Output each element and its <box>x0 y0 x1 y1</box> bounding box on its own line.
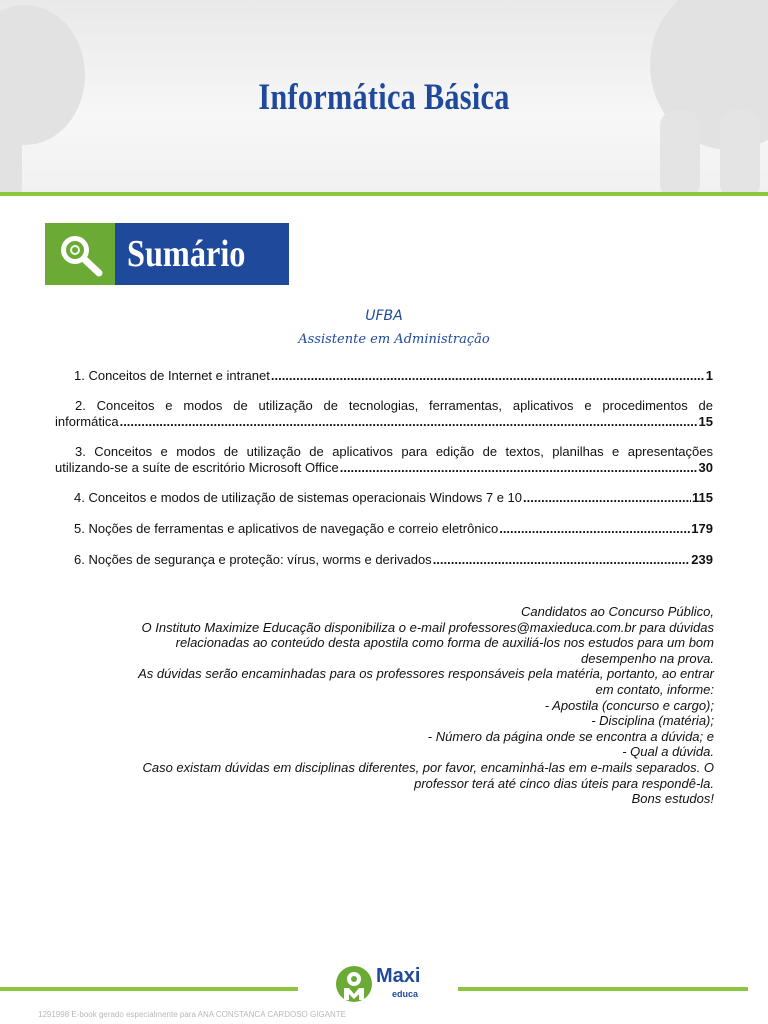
banner-label-text: Sumário <box>127 233 246 275</box>
notice-line: Bons estudos! <box>631 791 714 807</box>
toc-page-number: 179 <box>691 521 713 536</box>
toc-leader <box>499 521 690 537</box>
toc-item-text: 5. Noções de ferramentas e aplicativos de navegação e correio eletrônico <box>74 521 499 536</box>
toc-page-number: 115 <box>692 490 713 505</box>
toc-page-number: 239 <box>691 552 713 567</box>
toc-leader <box>433 552 691 568</box>
notice-line: - Apostila (concurso e cargo); <box>544 697 714 713</box>
toc-page-number: 1 <box>705 368 713 383</box>
logo-mark-icon <box>336 966 372 1002</box>
toc-item-text: 1. Conceitos de Internet e intranet <box>74 368 270 383</box>
notice-line: professor terá até cinco dias úteis para respondê-la. <box>414 775 714 791</box>
notice-line: O Instituto Maximize Educação disponibiliza o e-mail professores@maxieduca.com.br para dúvidas <box>141 619 714 635</box>
toc-item-6 <box>55 552 713 568</box>
banner-label <box>115 223 289 285</box>
toc-leader <box>120 414 698 430</box>
watermark-logo-right-stem <box>660 110 700 192</box>
footer-divider-left <box>0 987 298 991</box>
document-title: Informática Básica <box>258 77 510 118</box>
footer-divider-right <box>458 987 748 991</box>
notice-line: desempenho na prova. <box>581 650 714 666</box>
notice-line: em contato, informe: <box>595 681 714 697</box>
toc-item-text: 4. Conceitos e modos de utilização de sistemas operacionais Windows 7 e 10 <box>74 490 523 505</box>
magnifier-icon <box>45 223 115 285</box>
summary-banner <box>45 223 289 285</box>
toc-item-text-line2: utilizando-se a suíte de escritório Microsoft Office <box>55 460 339 475</box>
institution-name: UFBA <box>365 308 403 324</box>
notice-line: relacionadas ao conteúdo desta apostila como forma de auxiliá-los nos estudos para um bom <box>175 635 714 651</box>
toc-leader <box>523 490 691 506</box>
toc-leader <box>271 368 705 384</box>
toc-leader <box>340 460 698 476</box>
ebook-license-text: 1291998 E-book gerado especialmente para ANA CONSTANCA CARDOSO GIGANTE <box>38 1010 346 1019</box>
page-header <box>0 0 768 192</box>
toc-item-5 <box>55 521 713 537</box>
toc-item-3 <box>55 444 713 476</box>
position-name: Assistente em Administração <box>298 332 490 347</box>
toc-item-text-line2: informática <box>55 414 119 429</box>
notice-line: As dúvidas serão encaminhadas para os professores responsáveis pela matéria, portanto, ao entrar <box>138 666 714 682</box>
notice-line: Candidatos ao Concurso Público, <box>521 604 714 619</box>
toc-item-1 <box>55 368 713 384</box>
toc-item-text-line1: 2. Conceitos e modos de utilização de tecnologias, ferramentas, aplicativos e procedimentos de <box>75 398 713 413</box>
header-divider <box>0 192 768 196</box>
maxi-educa-logo <box>336 963 436 1005</box>
toc-page-number: 15 <box>698 414 713 429</box>
notice-line: - Número da página onde se encontra a dúvida; e <box>427 728 714 744</box>
toc-item-text: 6. Noções de segurança e proteção: vírus, worms e derivados <box>74 552 432 567</box>
logo-word: Maxi <box>376 965 421 987</box>
banner-icon-box <box>45 223 115 285</box>
candidate-notice <box>60 604 714 807</box>
notice-line: Caso existam dúvidas em disciplinas diferentes, por favor, encaminhá-las em e-mails separados. O <box>142 759 714 775</box>
watermark-logo-right-stem <box>720 110 760 192</box>
toc-item-4 <box>55 490 713 506</box>
logo-subword: educa <box>392 989 419 999</box>
toc-page-number: 30 <box>698 460 713 475</box>
toc-item-2 <box>55 398 713 430</box>
notice-line: - Disciplina (matéria); <box>591 713 714 729</box>
toc-item-text-line1: 3. Conceitos e modos de utilização de aplicativos para edição de textos, planilhas e apresentações <box>75 444 713 459</box>
watermark-logo-left-stem <box>0 115 22 192</box>
notice-line: - Qual a dúvida. <box>622 744 714 760</box>
